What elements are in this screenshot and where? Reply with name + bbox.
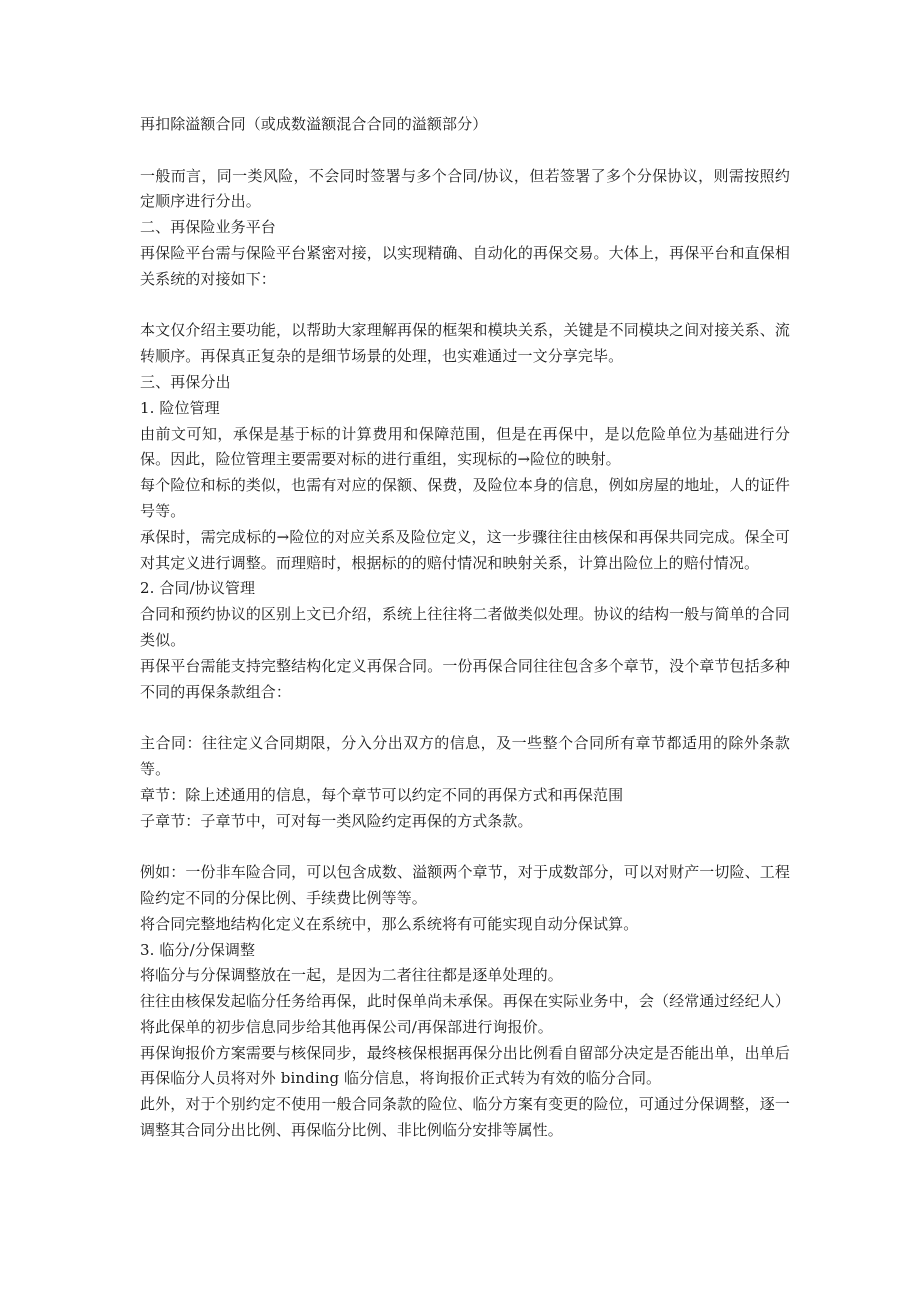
paragraph-27: 此外，对于个别约定不使用一般合同条款的险位、临分方案有变更的险位，可通过分保调整，逐一调整其合同分出比例、再保临分比例、非比例临分安排等属性。	[140, 1095, 790, 1140]
paragraph-1: 再扣除溢额合同（或成数溢额混合合同的溢额部分）	[140, 115, 488, 133]
paragraph-5: 再保险平台需与保险平台紧密对接，以实现精确、自动化的再保交易。大体上，再保平台和直保相关系统的对接如下：	[140, 243, 790, 288]
section-heading-2: 二、再保险业务平台	[140, 218, 276, 237]
paragraph-11: 每个险位和标的类似，也需有对应的保额、保费，及险位本身的信息，例如房屋的地址，人的证件号等。	[140, 476, 790, 520]
paragraph-14: 合同和预约协议的区别上文已介绍，系统上往往将二者做类似处理。协议的结构一般与简单的合同类似。	[140, 605, 790, 649]
subheading-1: 1. 险位管理	[140, 398, 220, 417]
subheading-3: 3. 临分/分保调整	[140, 940, 256, 959]
blank-line	[140, 834, 790, 860]
paragraph-3: 一般而言，同一类风险，不会同时签署与多个合同/协议，但若签署了多个分保协议，则需按照约定顺序进行分出。	[140, 166, 790, 211]
paragraph-22: 将合同完整地结构化定义在系统中，那么系统将有可能实现自动分保试算。	[140, 914, 639, 933]
paragraph-12: 承保时，需完成标的→险位的对应关系及险位定义，这一步骤往往由核保和再保共同完成。保全可对其定义进行调整。而理赔时，根据标的的赔付情况和映射关系，计算出险位上的赔付情况。	[140, 527, 790, 572]
paragraph-26: 再保询报价方案需要与核保同步，最终核保根据再保分出比例看自留部分决定是否能出单，出单后再保临分人员将对外 binding 临分信息，将询报价正式转为有效的临分合同。	[140, 1043, 790, 1088]
paragraph-15: 再保平台需能支持完整结构化定义再保合同。一份再保合同往往包含多个章节，没个章节包括多种不同的再保条款组合：	[140, 656, 790, 701]
document-body	[140, 112, 790, 1144]
paragraph-10: 由前文可知，承保是基于标的计算费用和保障范围，但是在再保中，是以危险单位为基础进行分保。因此，险位管理主要需要对标的进行重组，实现标的→险位的映射。	[140, 424, 790, 469]
blank-line	[140, 705, 790, 731]
paragraph-17: 主合同：往往定义合同期限，分入分出双方的信息，及一些整个合同所有章节都适用的除外条款等。	[140, 734, 790, 778]
subheading-2: 2. 合同/协议管理	[140, 579, 256, 598]
paragraph-24: 将临分与分保调整放在一起，是因为二者往往都是逐单处理的。	[140, 966, 563, 985]
blank-line	[140, 293, 790, 319]
section-heading-3: 三、再保分出	[140, 372, 231, 391]
paragraph-7: 本文仅介绍主要功能，以帮助大家理解再保的框架和模块关系，关键是不同模块之间对接关系、流转顺序。再保真正复杂的是细节场景的处理，也实难通过一文分享完毕。	[140, 321, 790, 366]
paragraph-19: 子章节：子章节中，可对每一类风险约定再保的方式条款。	[140, 811, 533, 830]
blank-line	[140, 138, 790, 164]
paragraph-18: 章节：除上述通用的信息，每个章节可以约定不同的再保方式和再保范围	[140, 785, 624, 804]
paragraph-25: 往往由核保发起临分任务给再保，此时保单尚未承保。再保在实际业务中，会（经常通过经纪人）将此保单的初步信息同步给其他再保公司/再保部进行询报价。	[140, 992, 790, 1036]
paragraph-21: 例如：一份非车险合同，可以包含成数、溢额两个章节，对于成数部分，可以对财产一切险、工程险约定不同的分保比例、手续费比例等等。	[140, 863, 790, 907]
